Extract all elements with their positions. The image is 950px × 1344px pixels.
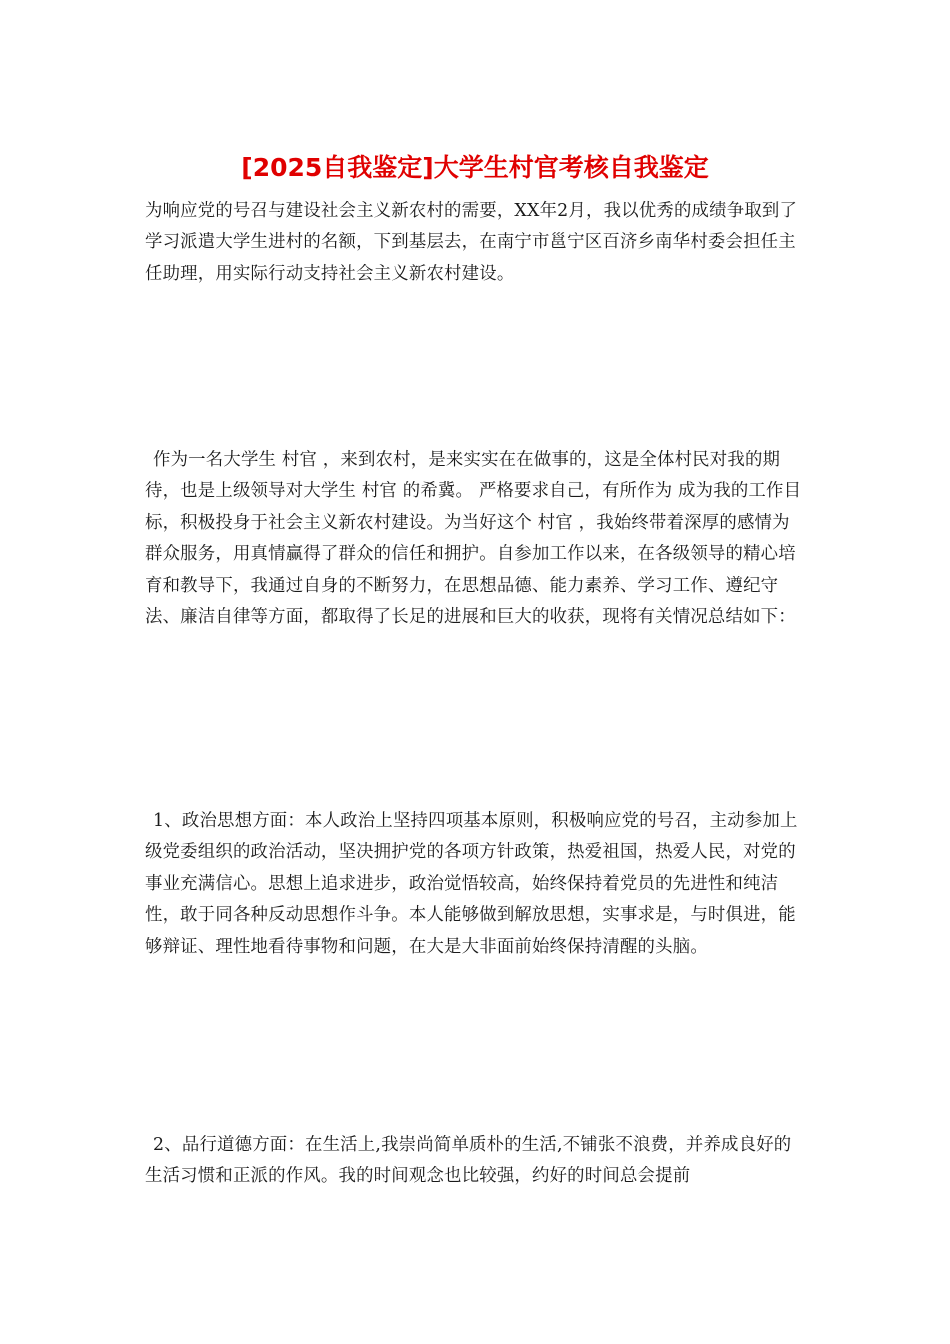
- paragraph-political-thought: 1、政治思想方面：本人政治上坚持四项基本原则，积极响应党的号召，主动参加上级党委组织的政治活动，坚决拥护党的各项方针政策，热爱祖国，热爱人民，对党的事业充满信心。思想上追求进步，政治觉悟较高，始终保持着党员的先进性和纯洁性，敢于同各种反动思想作斗争。本人能够做到解放思想，实事求是，与时俱进，能够辩证、理性地看待事物和问题，在大是大非面前始终保持清醒的头脑。: [145, 811, 798, 957]
- document-title: [2025自我鉴定]大学生村官考核自我鉴定: [241, 153, 709, 182]
- paragraph-moral-conduct: 2、品行道德方面：在生活上,我崇尚简单质朴的生活,不铺张不浪费，并养成良好的生活习惯和正派的作风。我的时间观念也比较强，约好的时间总会提前: [145, 1135, 792, 1187]
- paragraph-overview: 作为一名大学生 村官 ，来到农村，是来实实在在做事的，这是全体村民对我的期待，也是上级领导对大学生 村官 的希冀。 严格要求自己，有所作为 成为我的工作目标，积极投身于社会主义新农村建设。为当好这个 村官 ，我始终带着深厚的感情为群众服务，用真情赢得了群众的信任和拥护。自参加工作以来，在各级领导的精心培育和教导下，我通过自身的不断努力，在思想品德、能力素养、学习工作、遵纪守法、廉洁自律等方面，都取得了长足的进展和巨大的收获，现将有关情况总结如下：: [145, 450, 802, 628]
- paragraph-intro: 为响应党的号召与建设社会主义新农村的需要，XX年2月，我以优秀的成绩争取到了学习派遣大学生进村的名额，下到基层去，在南宁市邕宁区百济乡南华村委会担任主任助理，用实际行动支持社会主义新农村建设。: [145, 201, 798, 284]
